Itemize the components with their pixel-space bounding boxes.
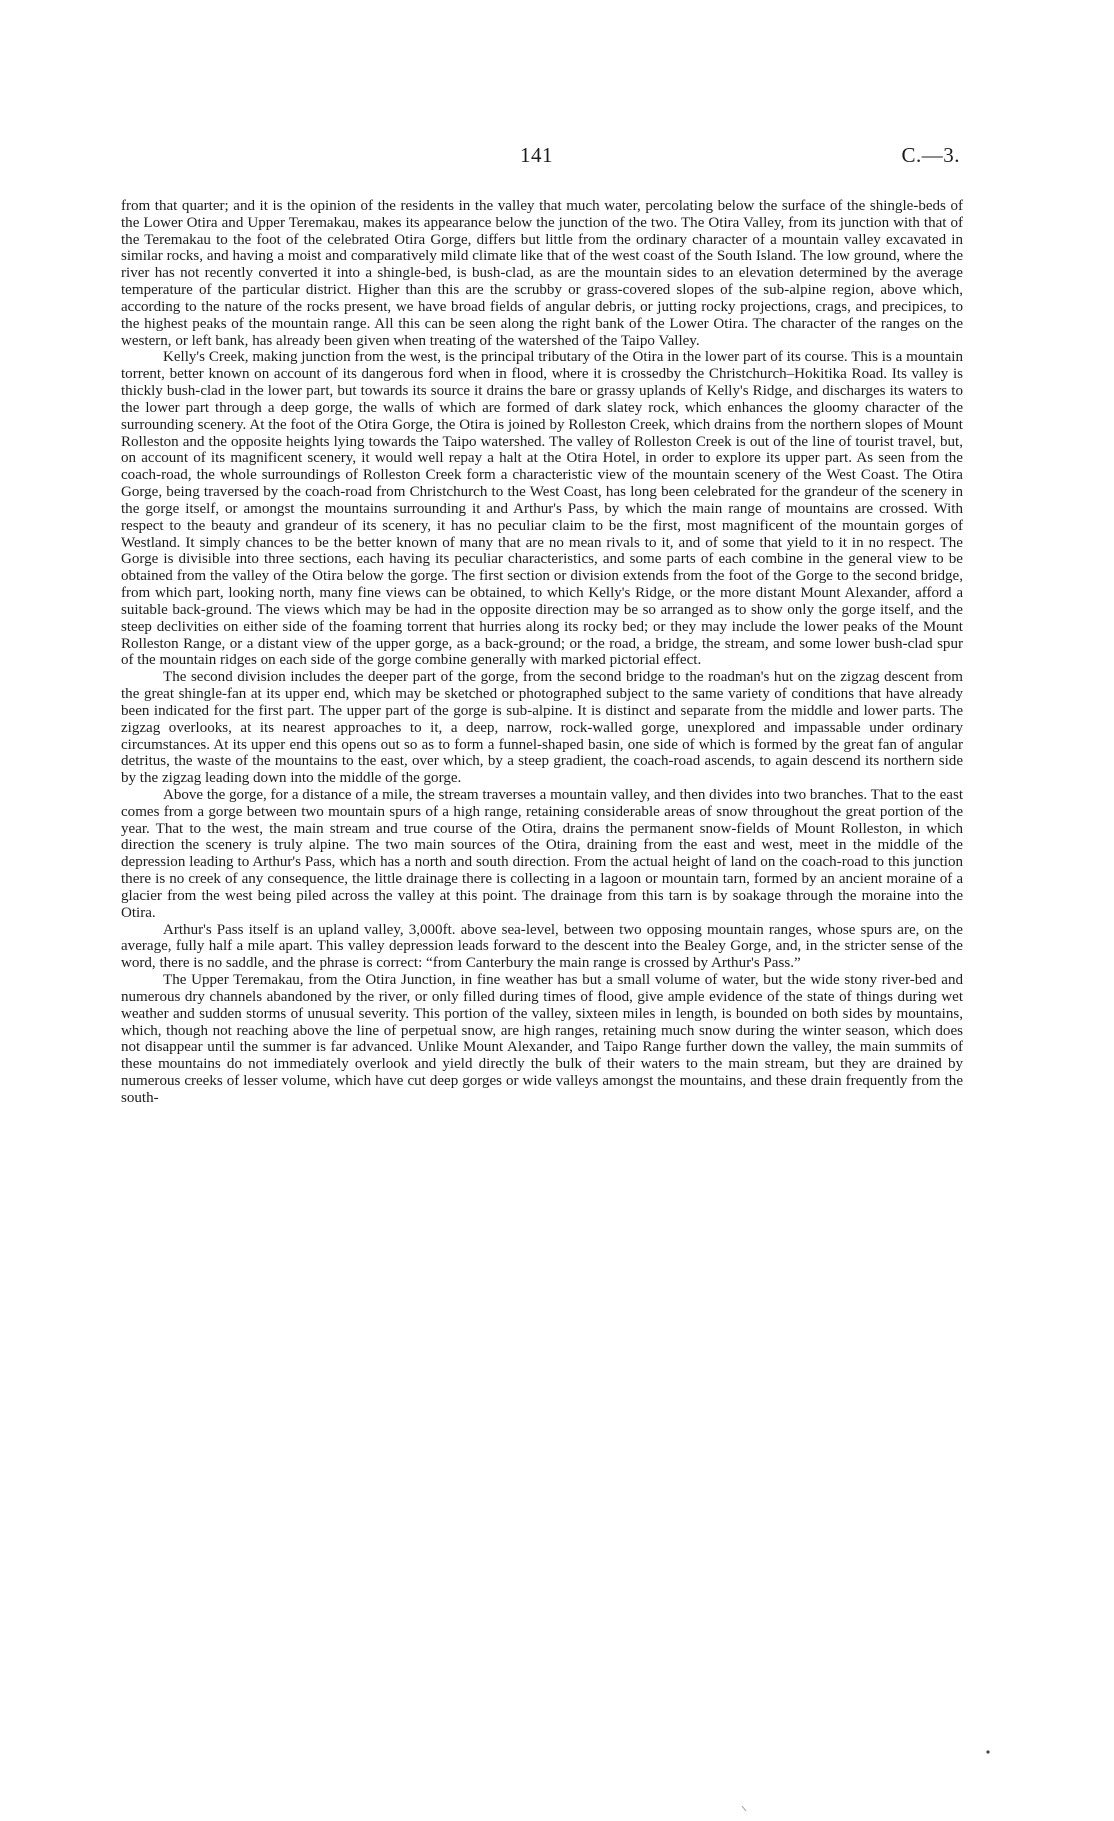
paragraph-upper-teremakau: The Upper Teremakau, from the Otira Junction, in fine weather has but a small volume of water, but the wide stony river-bed and numerous dry channels abandoned by the river, or only filled during times of flood, give ample evidence of the state of things during wet weather and sudden storms of unusual severity. This portion of the valley, sixteen miles in length, is bounded on both sides by mountains, which, though not reaching above the line of perpetual snow, are high ranges, retaining much snow during the winter season, which does not disappear until the summer is far advanced. Unlike Mount Alexander, and Taipo Range further down the valley, the main summits of these mountains do not immediately overlook and yield directly the bulk of their waters to the main stream, but they are drained by numerous creeks of lesser volume, which have cut deep gorges or wide valleys amongst the mountains, and these drain frequently from the south- [121,972,963,1106]
paragraph-above-gorge: Above the gorge, for a distance of a mile, the stream traverses a mountain valley, and then divides into two branches. That to the east comes from a gorge between two mountain spurs of a high range, retaining considerable areas of snow throughout the great portion of the year. That to the west, the main stream and true course of the Otira, drains the permanent snow-fields of Mount Rolleston, in which direction the scenery is truly alpine. The two main sources of the Otira, draining from the east and west, meet in the middle of the depression leading to Arthur's Pass, which has a north and south direction. From the actual height of land on the coach-road to this junction there is no creek of any consequence, the little drainage there is collecting in a lagoon or mountain tarn, formed by an ancient moraine of a glacier from the west being piled across the valley at this point. The drainage from this tarn is by soakage through the moraine into the Otira. [121,786,963,921]
page-number: 141 [520,143,553,167]
speck-mark [986,1750,989,1753]
paragraph-kellys-creek: Kelly's Creek, making junction from the west, is the principal tributary of the Otira in the lower part of its course. This is a mountain torrent, better known on account of its dangerous ford when in flood, where it is crossedby the Christchurch–Hokitika Road. Its valley is thickly bush-clad in the lower part, but towards its source it drains the bare or grassy uplands of Kelly's Ridge, and discharges its waters to the lower part through a deep gorge, the walls of which are formed of dark slatey rock, which enhances the gloomy character of the surrounding scenery. At the foot of the Otira Gorge, the Otira is joined by Rolleston Creek, which drains from the northern slopes of Mount Rolleston and the opposite heights lying towards the Taipo watershed. The valley of Rolleston Creek is out of the line of tourist travel, but, on account of its magnificent scenery, it would well repay a halt at the Otira Hotel, in order to explore its upper part. As seen from the coach-road, the whole surroundings of Rolleston Creek form a characteristic view of the mountain scenery of the West Coast. The Otira Gorge, being traversed by the coach-road from Christchurch to the West Coast, has long been celebrated for the grandeur of the scenery in the gorge itself, or amongst the mountains surrounding it and Arthur's Pass, by which the main range of mountains are crossed. With respect to the beauty and grandeur of its scenery, it has no peculiar claim to be the first, most magnificent of the mountain gorges of Westland. It simply chances to be the better known of many that are no mean rivals to it, and of some that yield to it in no respect. The Gorge is divisible into three sections, each having its peculiar characteristics, and some parts of each combine in the general view to be obtained from the valley of the Otira below the gorge. The first section or division extends from the foot of the Gorge to the second bridge, from which part, looking north, many fine views can be obtained, to which Kelly's Ridge, or the more distant Mount Alexander, afford a suitable back-ground. The views which may be had in the opposite direction may be so arranged as to show only the gorge itself, and the steep declivities on either side of the foaming torrent that hurries along its rocky bed; or they may include the lower peaks of the Mount Rolleston Range, or a distant view of the upper gorge, as a back-ground; or the road, a bridge, the stream, and some lower bush-clad spur of the mountain ridges on each side of the gorge combine generally with marked pictorial effect. [121,349,963,669]
paragraph-arthurs-pass: Arthur's Pass itself is an upland valley, 3,000ft. above sea-level, between two opposing mountain ranges, whose spurs are, on the average, fully half a mile apart. This valley depression leads forward to the descent into the Bealey Gorge, and, in the stricter sense of the word, there is no saddle, and the phrase is correct: “from Canterbury the main range is crossed by Arthur's Pass.” [121,921,963,972]
paragraph-second-division: The second division includes the deeper part of the gorge, from the second bridge to the roadman's hut on the zigzag descent from the great shingle-fan at its upper end, which may be sketched or photographed subject to the same variety of conditions that have already been indicated for the first part. The upper part of the gorge is sub-alpine. It is distinct and separate from the middle and lower parts. The zigzag overlooks, at its nearest approaches to it, a deep, narrow, rock-walled gorge, unexplored and impassable under ordinary circumstances. At its upper end this opens out so as to form a funnel-shaped basin, one side of which is formed by the great fan of angular detritus, the waste of the mountains to the east, over which, by a steep gradient, the coach-road ascends, to again descend its northern side by the zigzag leading down into the middle of the gorge. [121,669,963,787]
paragraph-continuation: from that quarter; and it is the opinion of the residents in the valley that much water, percolating below the surface of the shingle-beds of the Lower Otira and Upper Teremakau, makes its appearance below the junction of the two. The Otira Valley, from its junction with that of the Teremakau to the foot of the celebrated Otira Gorge, differs but little from the ordinary character of a mountain valley excavated in similar rocks, and having a moist and comparatively mild climate like that of the west coast of the South Island. The low ground, where the river has not recently converted it into a shingle-bed, is bush-clad, as are the mountain sides to an elevation determined by the average temperature of the particular district. Higher than this are the scrubby or grass-covered slopes of the sub-alpine region, above which, according to the nature of the rocks present, we have broad fields of angular debris, or jutting rocky projections, crags, and precipices, to the highest peaks of the mountain range. All this can be seen along the right bank of the Lower Otira. The character of the ranges on the western, or left bank, has already been given when treating of the watershed of the Taipo Valley. [121,198,963,349]
series-reference: C.—3. [901,143,960,167]
scratch-mark [742,1806,746,1811]
